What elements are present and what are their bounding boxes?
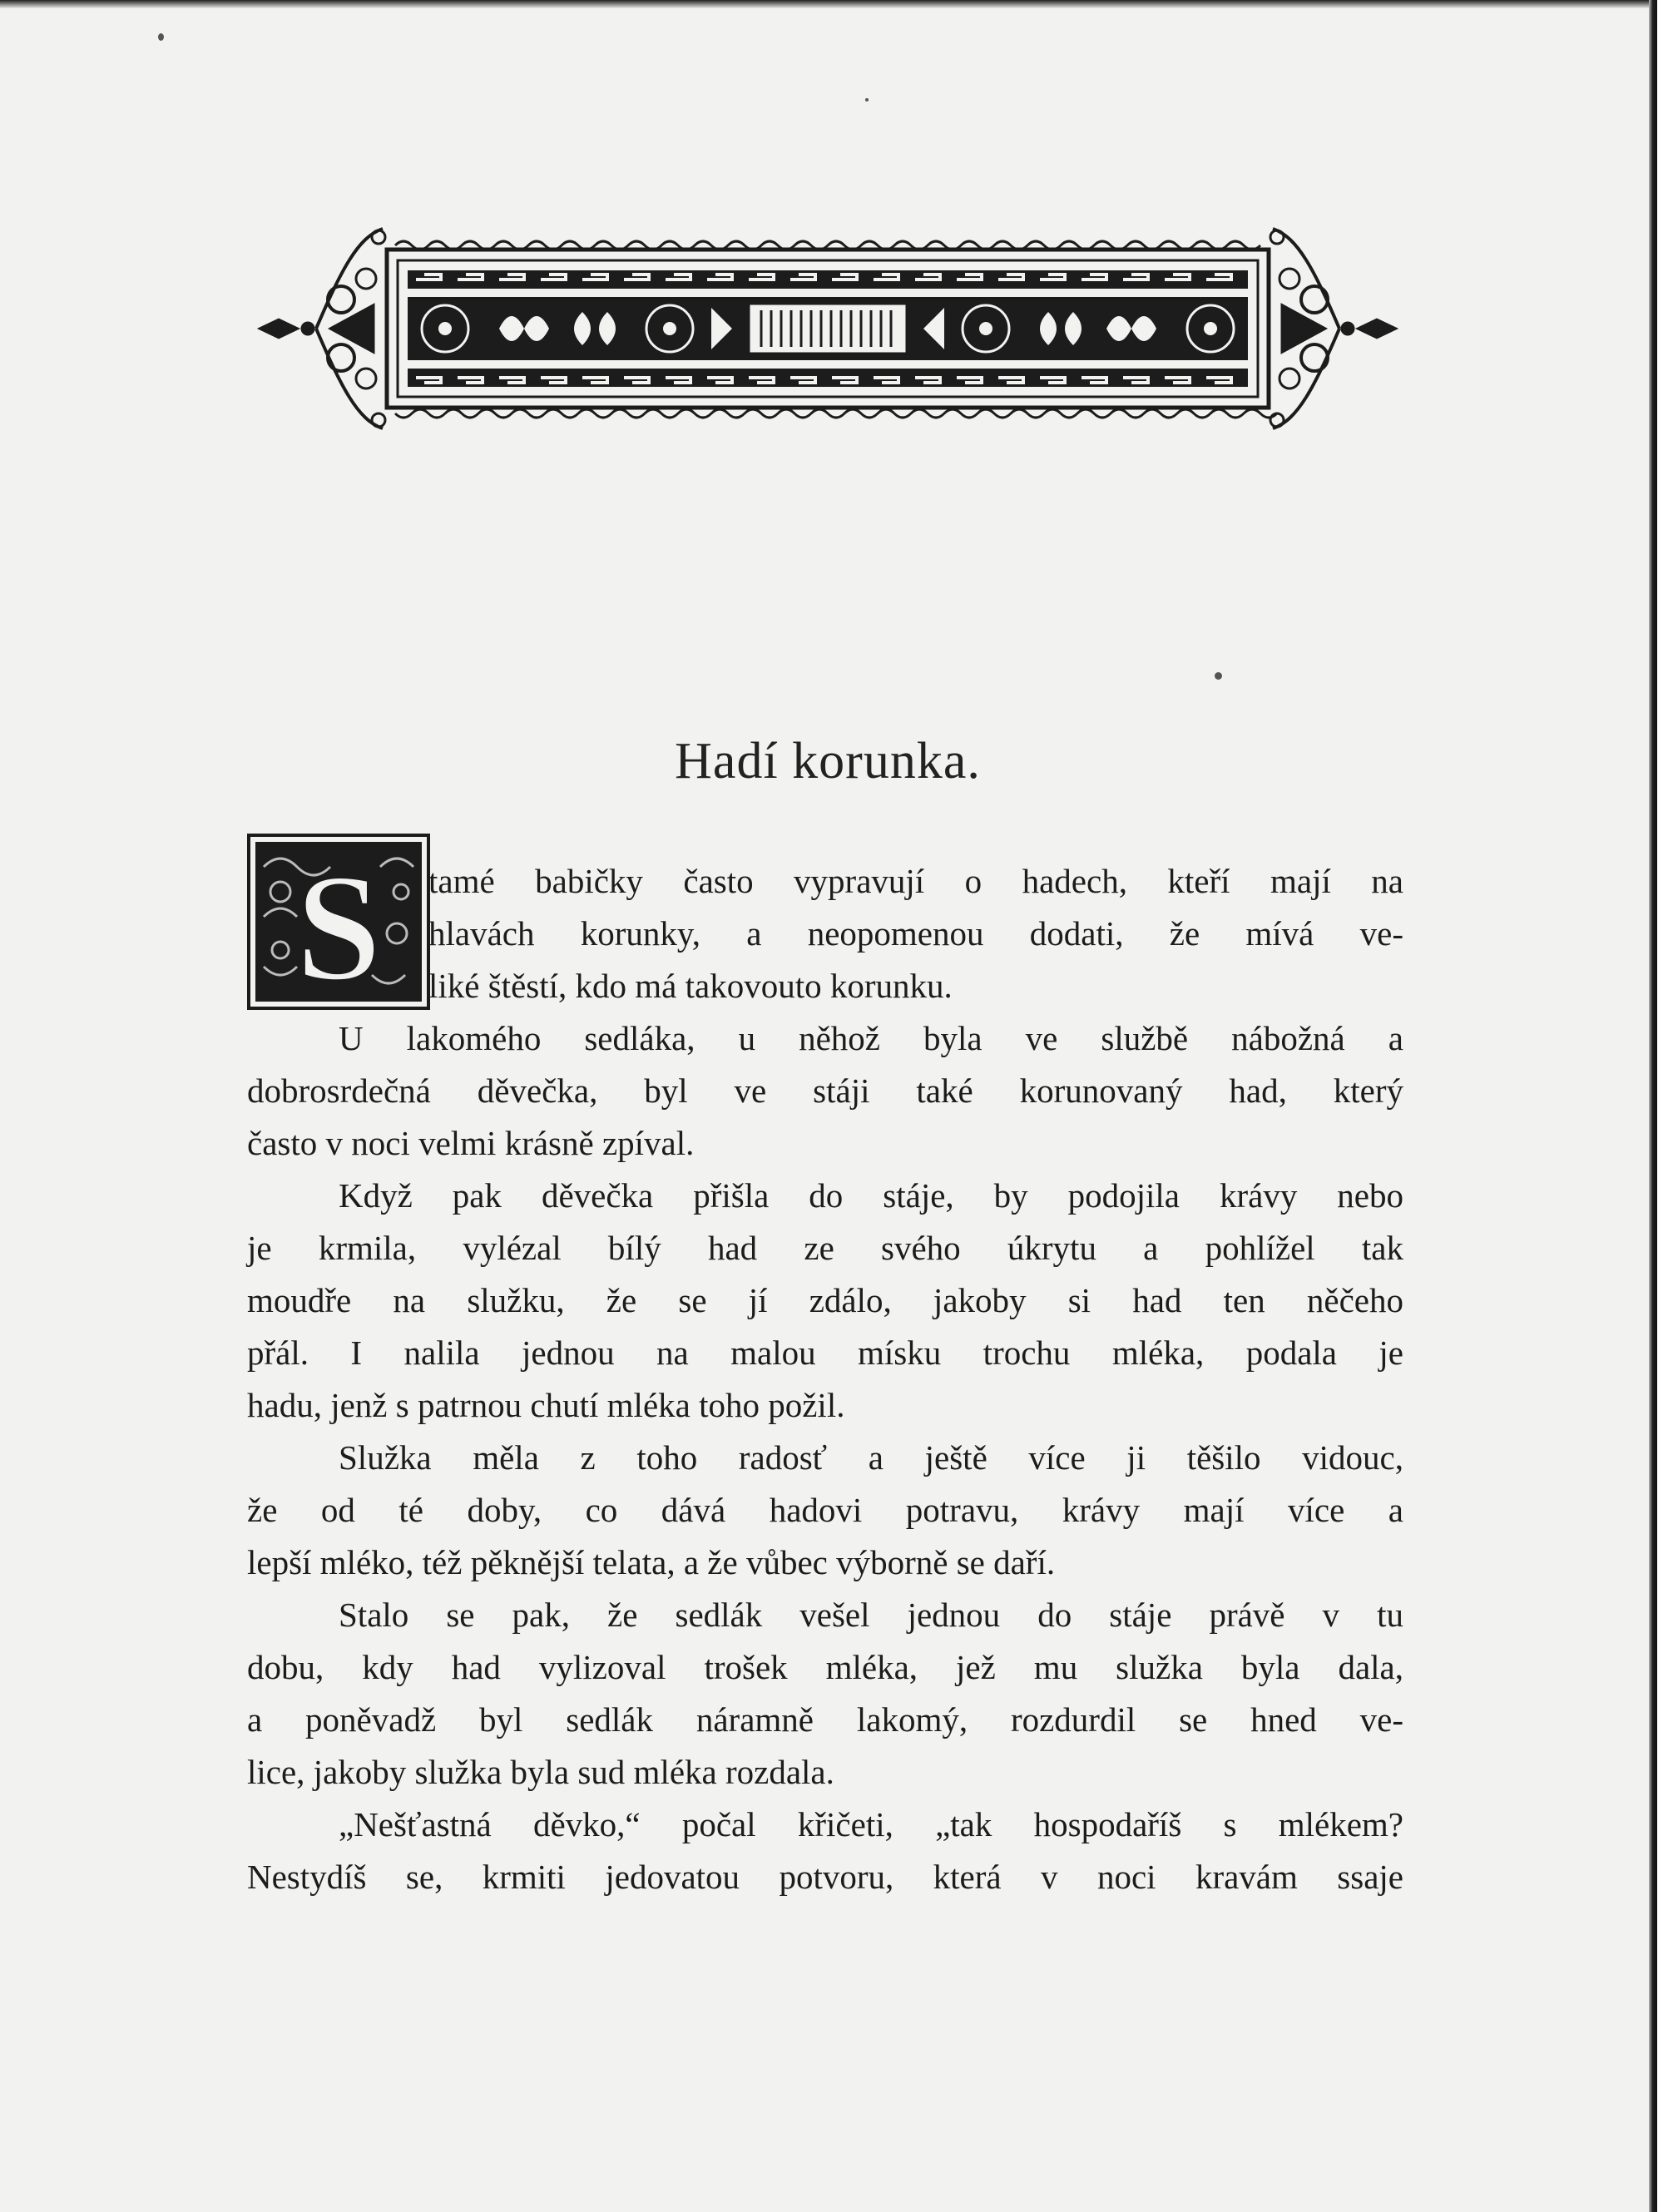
text-line: je krmila, vylézal bílý had ze svého úkrytu a pohlížel tak [247, 1229, 1403, 1267]
right-flourish-icon [1270, 229, 1398, 428]
text-line: a poněvadž byl sedlák náramně lakomý, rozdurdil se hned ve- [247, 1700, 1403, 1739]
speck [1215, 672, 1222, 680]
text-line: Stalo se pak, že sedlák vešel jednou do stáje právě v tu [339, 1596, 1403, 1634]
story-text [247, 855, 1403, 1903]
text-line: dobrosrdečná děvečka, byl ve stáji také korunovaný had, který [247, 1071, 1403, 1110]
page-right-edge [1649, 0, 1657, 2212]
text-line: Nestydíš se, krmiti jedovatou potvoru, která v noci kravám ssaje [247, 1858, 1403, 1896]
text-line: dobu, kdy had vylizoval trošek mléka, jež mu služka byla dala, [247, 1648, 1403, 1686]
chapter-title: Hadí korunka. [675, 733, 981, 789]
decorative-headpiece-icon [250, 220, 1406, 437]
text-line: hlavách korunky, a neopomenou dodati, že mívá ve- [428, 914, 1403, 953]
text-line: přál. I nalila jednou na malou mísku trochu mléka, podala je [247, 1334, 1403, 1372]
text-line: lice, jakoby služka byla sud mléka rozdala. [247, 1753, 834, 1791]
text-line: lepší mléko, též pěknější telata, a že vůbec výborně se daří. [247, 1543, 1056, 1581]
text-line: Když pak děvečka přišla do stáje, by podojila krávy nebo [339, 1176, 1403, 1215]
text-line: tamé babičky často vypravují o hadech, kteří mají na [428, 862, 1403, 900]
speck [158, 33, 164, 41]
text-line: že od té doby, co dává hadovi potravu, krávy mají více a [247, 1491, 1403, 1529]
text-line: moudře na služku, že se jí zdálo, jakoby si had ten něčeho [247, 1281, 1403, 1319]
dropcap-letter: S [295, 843, 382, 1010]
text-line: „Nešťastná děvko,“ počal křičeti, „tak hospodaříš s mlékem? [339, 1805, 1403, 1843]
left-flourish-icon [258, 229, 385, 428]
text-line: Služka měla z toho radosť a ještě více ji těšilo vidouc, [339, 1438, 1403, 1477]
text-line: hadu, jenž s patrnou chutí mléka toho požil. [247, 1386, 845, 1424]
text-line: často v noci velmi krásně zpíval. [247, 1124, 695, 1162]
page-top-edge [0, 0, 1656, 8]
text-line: U lakomého sedláka, u něhož byla ve službě nábožná a [339, 1019, 1403, 1057]
speck [865, 98, 869, 101]
text-line: liké štěstí, kdo má takovouto korunku. [428, 967, 953, 1005]
